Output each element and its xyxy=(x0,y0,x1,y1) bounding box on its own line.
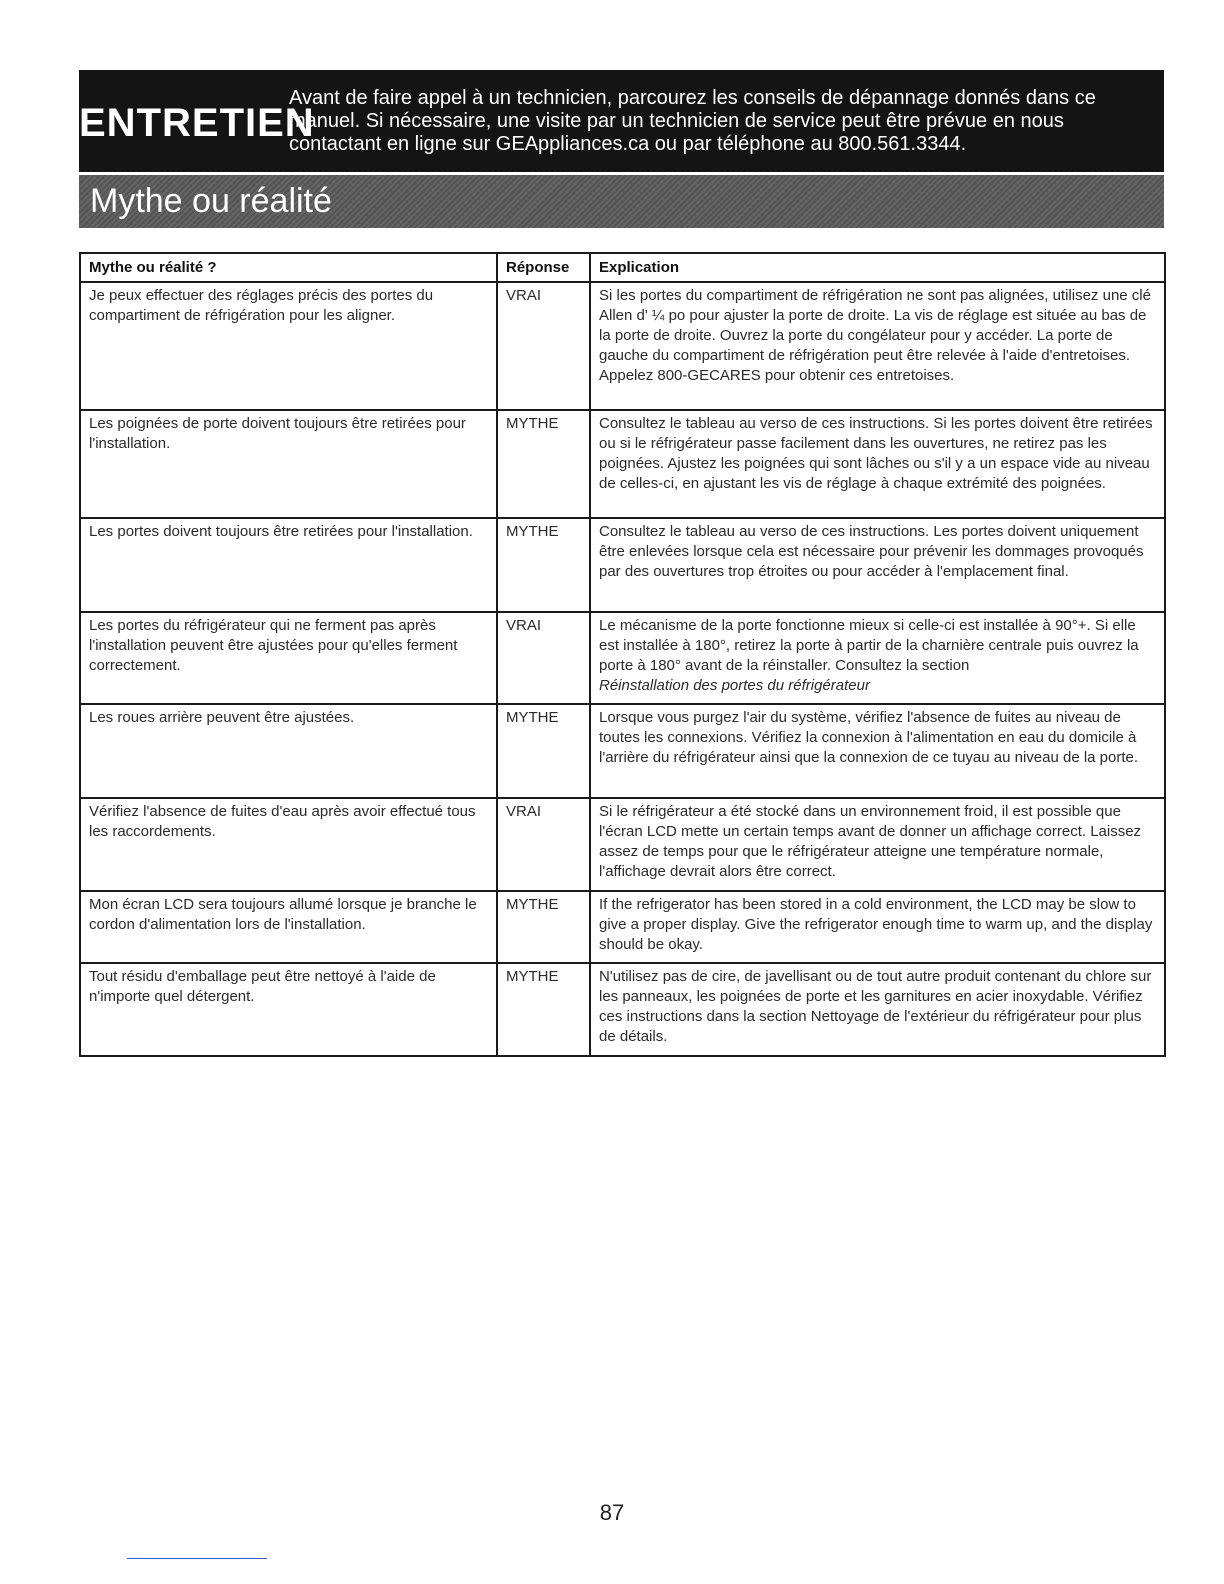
header-title: ENTRETIEN xyxy=(79,100,315,145)
section-title: Mythe ou réalité xyxy=(90,182,332,220)
answer-cell: MYTHE xyxy=(497,410,590,518)
myth-cell: Les roues arrière peuvent être ajustées. xyxy=(80,704,497,798)
explanation-section-reference: Réinstallation des portes du réfrigérateur xyxy=(599,677,870,694)
myth-cell: Vérifiez l'absence de fuites d'eau après avoir effectué tous les raccordements. xyxy=(80,798,497,891)
table-header-row xyxy=(80,253,1165,282)
header-banner xyxy=(79,70,1164,172)
explanation-cell xyxy=(590,612,1165,704)
myth-cell: Mon écran LCD sera toujours allumé lorsque je branche le cordon d'alimentation lors de l'installation. xyxy=(80,891,497,963)
answer-cell: MYTHE xyxy=(497,963,590,1056)
myth-cell: Les portes doivent toujours être retirées pour l'installation. xyxy=(80,518,497,612)
column-header-myth: Mythe ou réalité ? xyxy=(80,253,497,282)
answer-cell: MYTHE xyxy=(497,704,590,798)
footer-rule xyxy=(127,1558,267,1559)
answer-cell: VRAI xyxy=(497,282,590,410)
myth-reality-table xyxy=(79,252,1166,1057)
table-row xyxy=(80,963,1165,1056)
explanation-cell: N'utilisez pas de cire, de javellisant ou de tout autre produit contenant du chlore sur les panneaux, les poignées de porte et les garnitures en acier inoxydable. Vérifiez ces instructions dans la section Nettoyage de l'extérieur du réfrigérateur pour plus de détails. xyxy=(590,963,1165,1056)
column-header-answer: Réponse xyxy=(497,253,590,282)
explanation-cell: Si les portes du compartiment de réfrigération ne sont pas alignées, utilisez une clé Allen d' ¼ po pour ajuster la porte de droite. La vis de réglage est située au bas de la porte de droite. Ouvrez la porte du congélateur pour y accéder. La porte de gauche du compartiment de réfrigération peut être relevée à l'aide d'entretoises. Appelez 800-GECARES pour obtenir ces entretoises. xyxy=(590,282,1165,410)
answer-cell: MYTHE xyxy=(497,518,590,612)
table-row xyxy=(80,282,1165,410)
answer-cell: VRAI xyxy=(497,612,590,704)
table-row xyxy=(80,612,1165,704)
table-row xyxy=(80,798,1165,891)
explanation-cell: Consultez le tableau au verso de ces instructions. Si les portes doivent être retirées ou si le réfrigérateur passe facilement dans les ouvertures, ne retirez pas les poignées. Ajustez les poignées qui sont lâches ou s'il y a un espace vide au niveau de celles-ci, en ajustant les vis de réglage à chaque extrémité des poignées. xyxy=(590,410,1165,518)
myth-cell: Les portes du réfrigérateur qui ne ferment pas après l'installation peuvent être ajustées pour qu'elles ferment correctement. xyxy=(80,612,497,704)
explanation-cell: If the refrigerator has been stored in a cold environment, the LCD may be slow to give a proper display. Give the refrigerator enough time to warm up, and the display should be okay. xyxy=(590,891,1165,963)
answer-cell: VRAI xyxy=(497,798,590,891)
myth-cell: Les poignées de porte doivent toujours être retirées pour l'installation. xyxy=(80,410,497,518)
table-row xyxy=(80,704,1165,798)
table-row xyxy=(80,891,1165,963)
answer-cell: MYTHE xyxy=(497,891,590,963)
myth-cell: Je peux effectuer des réglages précis des portes du compartiment de réfrigération pour les aligner. xyxy=(80,282,497,410)
section-band xyxy=(79,175,1164,228)
explanation-cell: Consultez le tableau au verso de ces instructions. Les portes doivent uniquement être enlevées lorsque cela est nécessaire pour prévenir les dommages provoqués par des ouvertures trop étroites ou pour accéder à l'emplacement final. xyxy=(590,518,1165,612)
table-row xyxy=(80,518,1165,612)
myth-cell: Tout résidu d'emballage peut être nettoyé à l'aide de n'importe quel détergent. xyxy=(80,963,497,1056)
page-number: 87 xyxy=(599,1500,625,1525)
explanation-cell: Si le réfrigérateur a été stocké dans un environnement froid, il est possible que l'écran LCD mette un certain temps avant de donner un affichage correct. Laissez assez de temps pour que le réfrigérateur atteigne une température normale, l'affichage devrait alors être correct. xyxy=(590,798,1165,891)
header-intro: Avant de faire appel à un technicien, parcourez les conseils de dépannage donnés dans ce manuel. Si nécessaire, une visite par un technicien de service peut être prévue en nous contactant en ligne sur GEAppliances.ca ou par téléphone au 800.561.3344. xyxy=(289,86,1096,155)
table-row xyxy=(80,410,1165,518)
column-header-explanation: Explication xyxy=(590,253,1165,282)
explanation-text: Le mécanisme de la porte fonctionne mieux si celle-ci est installée à 90°+. Si elle est installée à 180°, retirez la porte à partir de la charnière centrale puis ouvrez la porte à 180° avant de la réinstaller. Consultez la section xyxy=(599,617,1139,674)
explanation-cell: Lorsque vous purgez l'air du système, vérifiez l'absence de fuites au niveau de toutes les connexions. Vérifiez la connexion à l'alimentation en eau du domicile à l'arrière du réfrigérateur ainsi que la connexion de ce tuyau au niveau de la porte. xyxy=(590,704,1165,798)
